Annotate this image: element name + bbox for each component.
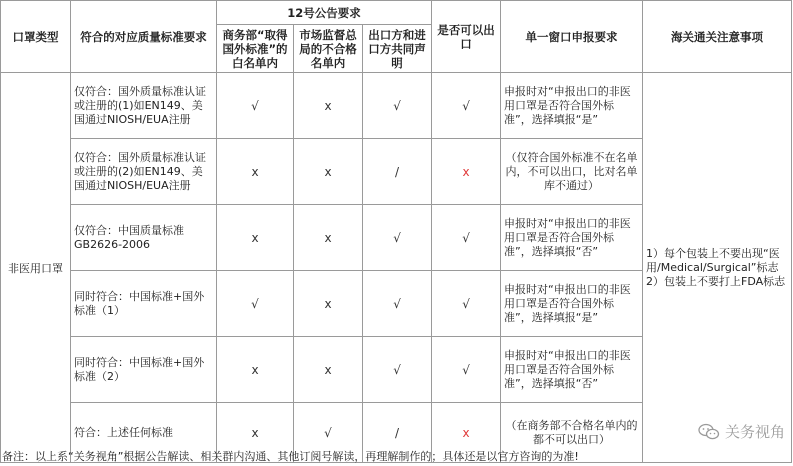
blacklist-cell: x <box>294 205 363 271</box>
header-blacklist: 市场监督总局的不合格名单内 <box>294 25 363 73</box>
export-cell: √ <box>432 205 501 271</box>
joint-statement-cell: √ <box>363 337 432 403</box>
export-cell: x <box>432 139 501 205</box>
declare-cell: 申报时对“申报出口的非医用口罩是否符合国外标准”，选择填报“是” <box>501 73 643 139</box>
joint-statement-cell: / <box>363 403 432 463</box>
watermark <box>698 421 785 442</box>
standard-cell: 仅符合：国外质量标准认证或注册的(1)如EN149、美国通过NIOSH/EUA注册 <box>71 73 217 139</box>
declare-cell: （在商务部不合格名单内的都不可以出口） <box>501 403 643 463</box>
joint-statement-cell: √ <box>363 205 432 271</box>
export-cell: √ <box>432 271 501 337</box>
whitelist-cell: x <box>217 139 294 205</box>
header-customs-notes: 海关通关注意事项 <box>643 1 792 73</box>
whitelist-cell: √ <box>217 271 294 337</box>
header-joint-statement: 出口方和进口方共同声明 <box>363 25 432 73</box>
declare-cell: 申报时对“申报出口的非医用口罩是否符合国外标准”，选择填报“否” <box>501 205 643 271</box>
whitelist-cell: √ <box>217 73 294 139</box>
standard-cell: 仅符合：国外质量标准认证或注册的(2)如EN149、美国通过NIOSH/EUA注册 <box>71 139 217 205</box>
blacklist-cell: x <box>294 337 363 403</box>
whitelist-cell: x <box>217 205 294 271</box>
whitelist-cell: x <box>217 337 294 403</box>
blacklist-cell: x <box>294 139 363 205</box>
watermark-text: 关务视角 <box>724 423 785 441</box>
header-notice-group: 12号公告要求 <box>217 1 432 25</box>
joint-statement-cell: √ <box>363 271 432 337</box>
whitelist-cell: x <box>217 403 294 463</box>
declare-cell: 申报时对“申报出口的非医用口罩是否符合国外标准”，选择填报“否” <box>501 337 643 403</box>
standard-cell: 仅符合：中国质量标准GB2626-2006 <box>71 205 217 271</box>
joint-statement-cell: / <box>363 139 432 205</box>
blacklist-cell: x <box>294 271 363 337</box>
category-cell: 非医用口罩 <box>1 73 71 463</box>
wechat-icon <box>698 423 720 441</box>
customs-notes-cell <box>643 73 792 463</box>
standard-cell: 同时符合：中国标准+国外标准（2） <box>71 337 217 403</box>
declare-cell: （仅符合国外标准不在名单内，不可以出口，比对名单库不通过） <box>501 139 643 205</box>
standard-cell: 符合：上述任何标准 <box>71 403 217 463</box>
blacklist-cell: √ <box>294 403 363 463</box>
customs-note-line: 2）包装上不要打上FDA标志 <box>646 274 786 288</box>
header-mask-type: 口罩类型 <box>1 1 71 73</box>
customs-note-line: 1）每个包装上不要出现“医用/Medical/Surgical”标志 <box>646 246 780 274</box>
export-cell: √ <box>432 73 501 139</box>
footer-note: 备注：以上系“关务视角”根据公告解读、相关群内沟通、其他订阅号解读，再理解制作的；具体还是以官方咨询的为准! <box>2 450 579 463</box>
header-standard: 符合的对应质量标准要求 <box>71 1 217 73</box>
table-row <box>1 73 792 139</box>
blacklist-cell: x <box>294 73 363 139</box>
header-single-window: 单一窗口申报要求 <box>501 1 643 73</box>
export-cell: √ <box>432 337 501 403</box>
header-can-export: 是否可以出口 <box>432 1 501 73</box>
joint-statement-cell: √ <box>363 73 432 139</box>
export-cell: x <box>432 403 501 463</box>
declare-cell: 申报时对“申报出口的非医用口罩是否符合国外标准”，选择填报“是” <box>501 271 643 337</box>
standard-cell: 同时符合：中国标准+国外标准（1） <box>71 271 217 337</box>
header-whitelist: 商务部“取得国外标准”的白名单内 <box>217 25 294 73</box>
